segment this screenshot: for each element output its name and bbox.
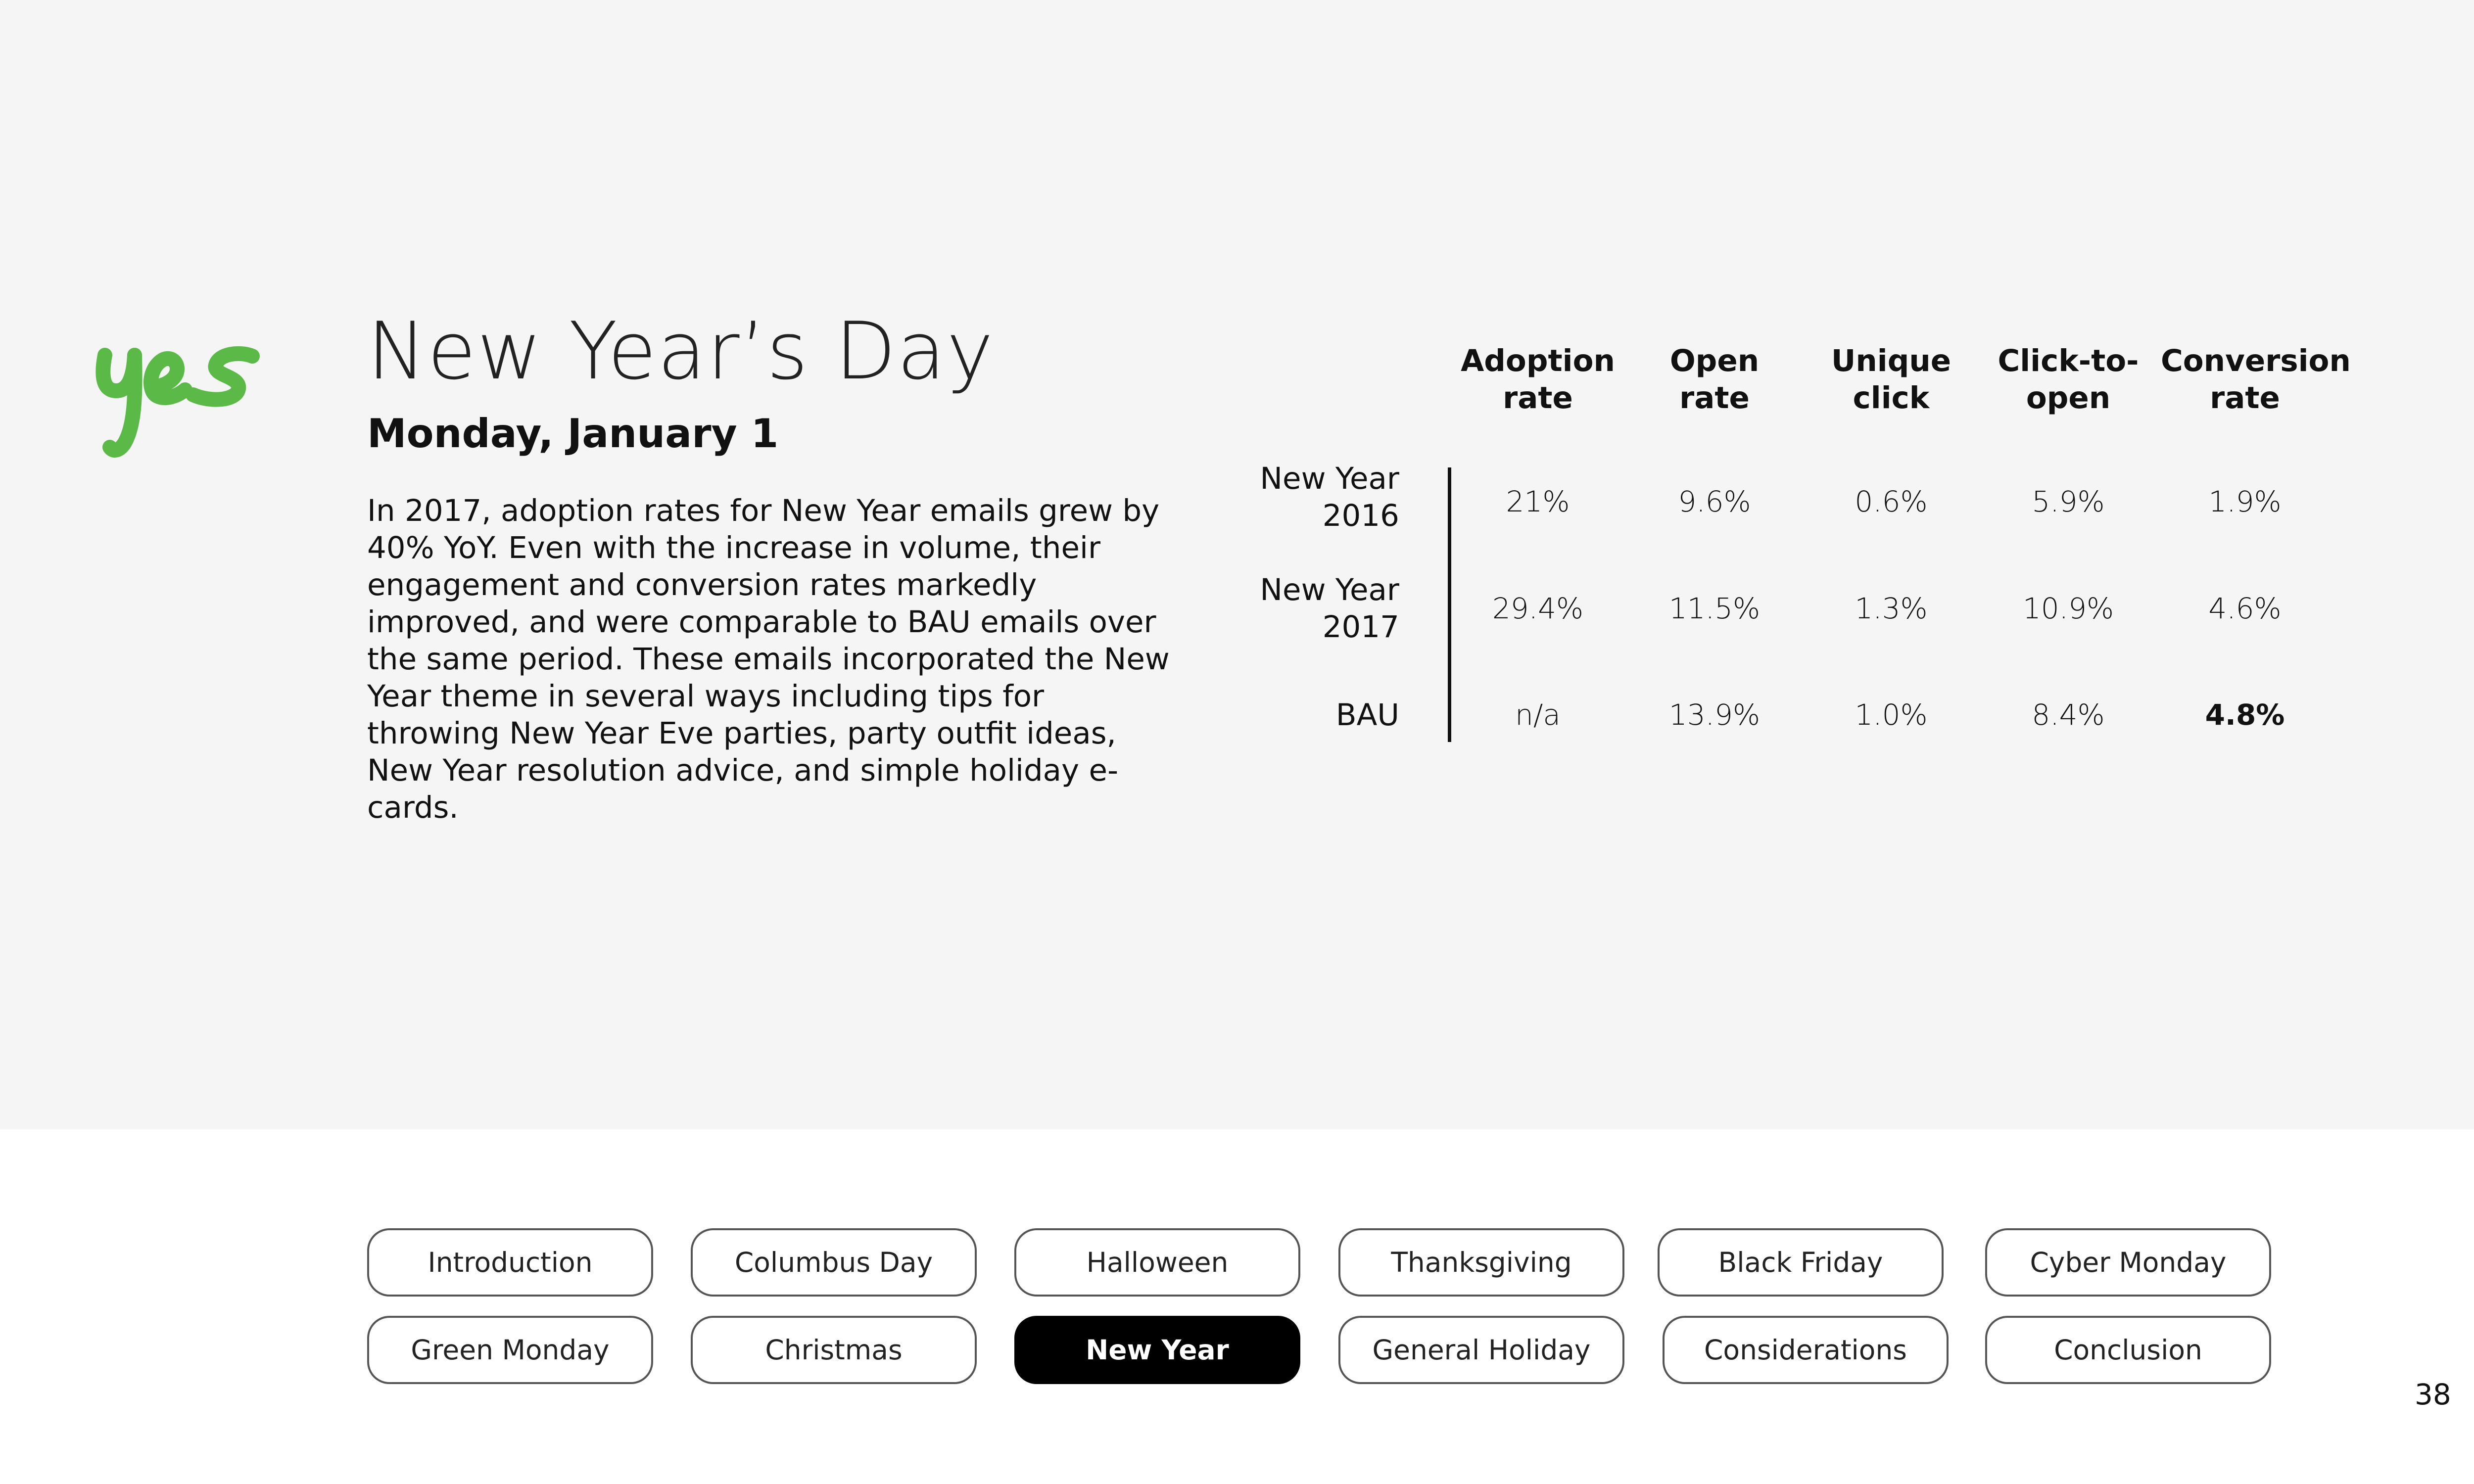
- table-cell: 1.3%: [1855, 592, 1928, 625]
- col-header-line: Click-to-: [1998, 343, 2139, 378]
- slide-title: New Year’s Day: [367, 305, 995, 397]
- col-header-line: open: [2026, 380, 2111, 416]
- nav-button-christmas[interactable]: Christmas: [691, 1316, 977, 1384]
- row-label-line: BAU: [1335, 697, 1399, 733]
- row-label-new-year-2016: [1201, 460, 1399, 534]
- col-header-line: rate: [2210, 380, 2280, 416]
- col-header-line: Open: [1669, 343, 1760, 378]
- table-cell: 1.0%: [1855, 698, 1928, 732]
- nav-button-introduction[interactable]: Introduction: [367, 1228, 653, 1297]
- row-label-new-year-2017: [1201, 571, 1399, 646]
- nav-button-cyber-monday[interactable]: Cyber Monday: [1985, 1228, 2271, 1297]
- col-header-open-rate: [1630, 342, 1799, 417]
- table-cell-highlight: 4.8%: [2205, 698, 2285, 732]
- table-cell: 4.6%: [2208, 592, 2282, 625]
- nav-button-black-friday[interactable]: Black Friday: [1658, 1228, 1944, 1297]
- table-cell: 8.4%: [2032, 698, 2105, 732]
- nav-button-columbus-day[interactable]: Columbus Day: [691, 1228, 977, 1297]
- page-number: 38: [2415, 1378, 2451, 1411]
- col-header-line: Adoption: [1461, 343, 1615, 378]
- table-cell: 1.9%: [2208, 485, 2282, 518]
- table-cell: 9.6%: [1678, 485, 1751, 518]
- slide-body-text: In 2017, adoption rates for New Year emails grew by 40% YoY. Even with the increase in volume, their engagement and conversion rates markedly improved, and were comparable to BAU emails over the same period. These emails incorporated the New Year theme in several ways including tips for throwing New Year Eve parties, party outfit ideas, New Year resolution advice, and simple holiday e-cards.: [367, 493, 1170, 825]
- table-cell: 13.9%: [1668, 698, 1760, 732]
- table-cell: n/a: [1515, 698, 1561, 732]
- col-header-line: Unique: [1831, 343, 1951, 378]
- col-header-line: Conversion: [2161, 343, 2351, 378]
- table-cell: 29.4%: [1492, 592, 1584, 625]
- nav-button-conclusion[interactable]: Conclusion: [1985, 1316, 2271, 1384]
- nav-button-general-holiday[interactable]: General Holiday: [1338, 1316, 1624, 1384]
- nav-button-new-year[interactable]: New Year: [1014, 1316, 1300, 1384]
- nav-button-considerations[interactable]: Considerations: [1663, 1316, 1949, 1384]
- row-label-line: New Year: [1260, 461, 1399, 496]
- col-header-adoption-rate: [1454, 342, 1622, 417]
- table-cell: 0.6%: [1855, 485, 1928, 518]
- col-header-unique-click: [1807, 342, 1975, 417]
- row-label-line: 2017: [1322, 609, 1399, 645]
- nav-button-halloween[interactable]: Halloween: [1014, 1228, 1300, 1297]
- table-cell: 21%: [1506, 485, 1570, 518]
- col-header-line: rate: [1679, 380, 1750, 416]
- slide-subtitle: Monday, January 1: [367, 411, 779, 457]
- row-label-line: New Year: [1260, 572, 1399, 607]
- table-cell: 11.5%: [1668, 592, 1760, 625]
- nav-button-thanksgiving[interactable]: Thanksgiving: [1338, 1228, 1624, 1297]
- col-header-line: click: [1853, 380, 1930, 416]
- col-header-line: rate: [1503, 380, 1573, 416]
- nav-button-green-monday[interactable]: Green Monday: [367, 1316, 653, 1384]
- table-cell: 5.9%: [2032, 485, 2105, 518]
- col-header-click-to-open: [1984, 342, 2152, 417]
- row-label-bau: [1201, 696, 1399, 734]
- table-divider: [1448, 467, 1451, 742]
- table-cell: 10.9%: [2022, 592, 2114, 625]
- row-label-line: 2016: [1322, 498, 1399, 533]
- yes-logo: [94, 341, 262, 460]
- col-header-conversion-rate: [2161, 342, 2351, 417]
